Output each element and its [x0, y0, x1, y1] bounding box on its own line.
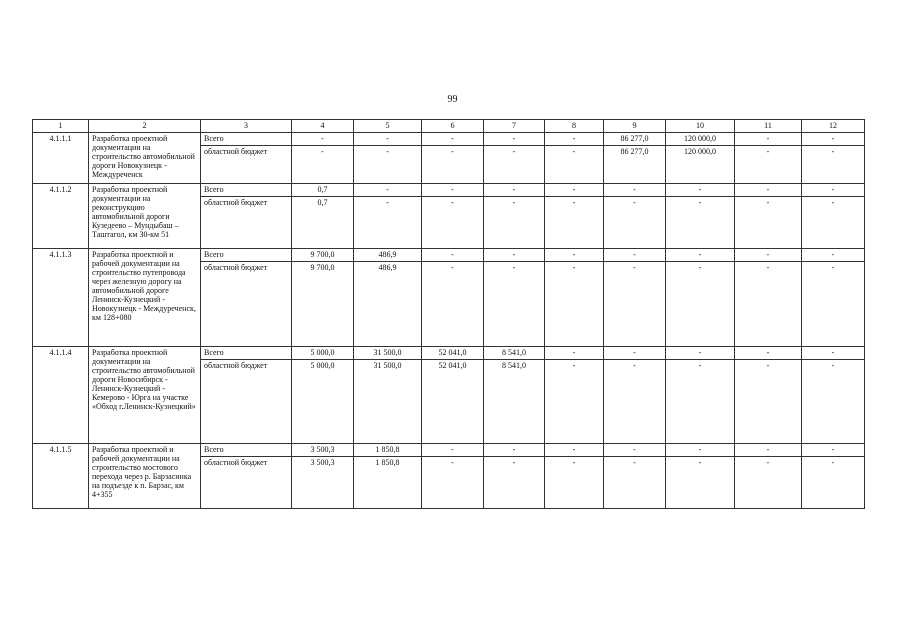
value-cell: - — [802, 249, 865, 262]
value-cell: - — [802, 133, 865, 146]
value-cell: - — [545, 133, 604, 146]
value-cell: - — [666, 262, 735, 347]
value-cell: 5 000,0 — [292, 360, 354, 444]
value-cell: - — [735, 262, 802, 347]
value-cell: - — [604, 360, 666, 444]
value-cell: - — [422, 146, 484, 184]
funding-source-label: Всего — [201, 249, 292, 262]
row-name: Разработка проектной документации на строительство автомобильной дороги Новосибирск - Ленинск-Кузнецкий - Кемерово - Юрга на участке «Обход г.Ленинск-Кузнецкий» — [89, 347, 201, 444]
value-cell: - — [545, 457, 604, 509]
value-cell: - — [802, 444, 865, 457]
value-cell: - — [545, 184, 604, 197]
table-row-total — [33, 184, 865, 197]
funding-source-label: областной бюджет — [201, 262, 292, 347]
value-cell: - — [604, 262, 666, 347]
value-cell: 31 500,0 — [354, 360, 422, 444]
value-cell: - — [422, 262, 484, 347]
value-cell: 86 277,0 — [604, 146, 666, 184]
value-cell: - — [666, 444, 735, 457]
row-code: 4.1.1.1 — [33, 133, 89, 184]
row-code: 4.1.1.5 — [33, 444, 89, 509]
value-cell: 1 850,8 — [354, 444, 422, 457]
value-cell: - — [422, 457, 484, 509]
value-cell: 8 541,0 — [484, 347, 545, 360]
value-cell: 3 500,3 — [292, 457, 354, 509]
value-cell: - — [735, 146, 802, 184]
value-cell: - — [422, 249, 484, 262]
row-code: 4.1.1.2 — [33, 184, 89, 249]
value-cell: 486,9 — [354, 249, 422, 262]
value-cell: - — [422, 197, 484, 249]
value-cell: 120 000,0 — [666, 133, 735, 146]
funding-source-label: областной бюджет — [201, 197, 292, 249]
value-cell: - — [354, 197, 422, 249]
table-row-total — [33, 133, 865, 146]
value-cell: - — [484, 444, 545, 457]
value-cell: 3 500,3 — [292, 444, 354, 457]
value-cell: - — [422, 184, 484, 197]
value-cell: - — [484, 262, 545, 347]
funding-source-label: Всего — [201, 444, 292, 457]
value-cell: - — [484, 249, 545, 262]
value-cell: - — [484, 146, 545, 184]
value-cell: - — [292, 133, 354, 146]
value-cell: - — [484, 197, 545, 249]
value-cell: - — [666, 249, 735, 262]
value-cell: - — [422, 444, 484, 457]
value-cell: - — [802, 146, 865, 184]
value-cell: - — [604, 184, 666, 197]
value-cell: - — [545, 262, 604, 347]
header-cell: 10 — [666, 120, 735, 133]
header-cell: 2 — [89, 120, 201, 133]
value-cell: - — [545, 360, 604, 444]
value-cell: - — [735, 360, 802, 444]
value-cell: - — [422, 133, 484, 146]
table-row-total — [33, 249, 865, 262]
header-cell: 12 — [802, 120, 865, 133]
value-cell: - — [735, 347, 802, 360]
row-code: 4.1.1.3 — [33, 249, 89, 347]
funding-source-label: Всего — [201, 347, 292, 360]
value-cell: 120 000,0 — [666, 146, 735, 184]
value-cell: - — [802, 360, 865, 444]
value-cell: - — [666, 347, 735, 360]
value-cell: 8 541,0 — [484, 360, 545, 444]
row-code: 4.1.1.4 — [33, 347, 89, 444]
value-cell: - — [735, 197, 802, 249]
value-cell: - — [545, 249, 604, 262]
row-name: Разработка проектной и рабочей документации на строительство мостового перехода через р. Барзасинка на подъезде к п. Барзас, км 4+355 — [89, 444, 201, 509]
value-cell: - — [545, 347, 604, 360]
header-cell: 11 — [735, 120, 802, 133]
value-cell: 31 500,0 — [354, 347, 422, 360]
value-cell: - — [545, 197, 604, 249]
value-cell: - — [484, 184, 545, 197]
value-cell: 1 850,8 — [354, 457, 422, 509]
value-cell: - — [354, 133, 422, 146]
value-cell: - — [354, 146, 422, 184]
funding-source-label: областной бюджет — [201, 146, 292, 184]
value-cell: - — [484, 457, 545, 509]
value-cell: - — [604, 249, 666, 262]
value-cell: - — [484, 133, 545, 146]
value-cell: - — [802, 262, 865, 347]
funding-source-label: Всего — [201, 133, 292, 146]
header-cell: 6 — [422, 120, 484, 133]
value-cell: - — [354, 184, 422, 197]
value-cell: - — [604, 197, 666, 249]
table-row-total — [33, 444, 865, 457]
header-cell: 4 — [292, 120, 354, 133]
value-cell: - — [545, 146, 604, 184]
value-cell: - — [604, 444, 666, 457]
value-cell: - — [735, 457, 802, 509]
value-cell: - — [666, 184, 735, 197]
value-cell: - — [735, 184, 802, 197]
value-cell: - — [735, 249, 802, 262]
table-header-row — [33, 120, 865, 133]
header-cell: 1 — [33, 120, 89, 133]
value-cell: 9 700,0 — [292, 262, 354, 347]
table-row-total — [33, 347, 865, 360]
funding-source-label: Всего — [201, 184, 292, 197]
value-cell: - — [604, 347, 666, 360]
funding-source-label: областной бюджет — [201, 360, 292, 444]
value-cell: 486,9 — [354, 262, 422, 347]
value-cell: - — [802, 184, 865, 197]
value-cell: - — [735, 444, 802, 457]
header-cell: 3 — [201, 120, 292, 133]
value-cell: 0,7 — [292, 184, 354, 197]
value-cell: - — [802, 347, 865, 360]
value-cell: - — [666, 197, 735, 249]
row-name: Разработка проектной и рабочей документации на строительство путепровода через железную дорогу на автомобильной дороге Ленинск-Кузнецкий - Новокузнецк - Междуреченск, км 128+080 — [89, 249, 201, 347]
value-cell: - — [545, 444, 604, 457]
row-name: Разработка проектной документации на строительство автомобильной дороги Новокузнецк - Междуреченск — [89, 133, 201, 184]
value-cell: - — [802, 197, 865, 249]
value-cell: 52 041,0 — [422, 347, 484, 360]
value-cell: 86 277,0 — [604, 133, 666, 146]
header-cell: 7 — [484, 120, 545, 133]
value-cell: 5 000,0 — [292, 347, 354, 360]
budget-table — [32, 119, 865, 509]
value-cell: - — [292, 146, 354, 184]
value-cell: - — [666, 360, 735, 444]
page-number: 99 — [447, 94, 458, 105]
header-cell: 8 — [545, 120, 604, 133]
value-cell: - — [735, 133, 802, 146]
value-cell: - — [604, 457, 666, 509]
value-cell: 9 700,0 — [292, 249, 354, 262]
row-name: Разработка проектной документации на реконструкцию автомобильной дороги Кузедеево – Мундыбаш – Таштагол, км 30-км 51 — [89, 184, 201, 249]
funding-source-label: областной бюджет — [201, 457, 292, 509]
value-cell: - — [666, 457, 735, 509]
value-cell: - — [802, 457, 865, 509]
value-cell: 0,7 — [292, 197, 354, 249]
header-cell: 5 — [354, 120, 422, 133]
value-cell: 52 041,0 — [422, 360, 484, 444]
header-cell: 9 — [604, 120, 666, 133]
